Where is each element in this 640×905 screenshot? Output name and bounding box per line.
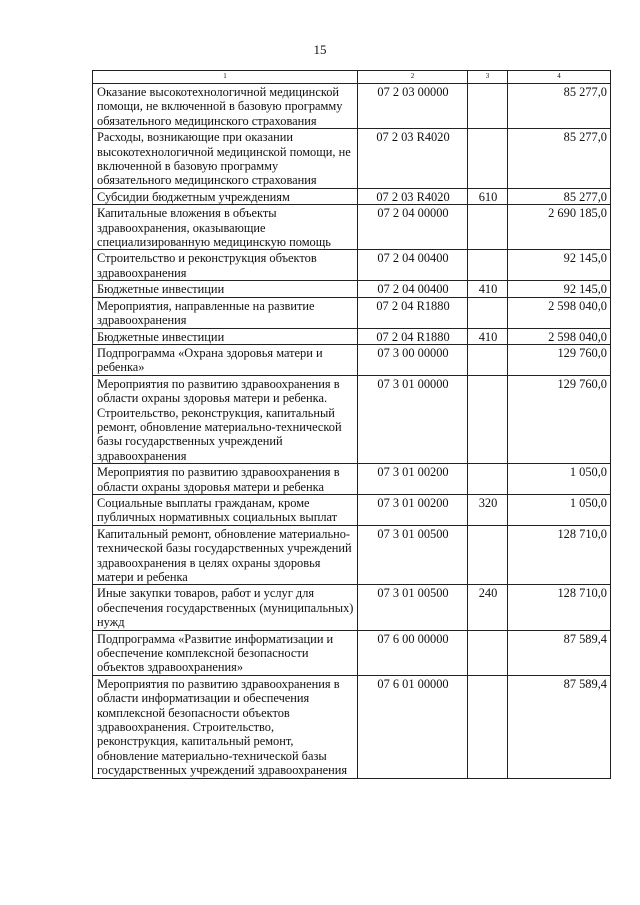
table-row	[93, 585, 611, 630]
row-amount: 2 598 040,0	[508, 297, 611, 328]
row-amount: 85 277,0	[508, 188, 611, 204]
row-name: Подпрограмма «Развитие информатизации и обеспечение комплексной безопасности объектов здравоохранения»	[93, 630, 358, 675]
table-row	[93, 525, 611, 585]
row-amount: 87 589,4	[508, 675, 611, 778]
row-code: 07 2 04 R1880	[358, 297, 468, 328]
row-name: Мероприятия, направленные на развитие здравоохранения	[93, 297, 358, 328]
row-name: Строительство и реконструкция объектов здравоохранения	[93, 250, 358, 281]
row-name: Бюджетные инвестиции	[93, 281, 358, 297]
row-code: 07 3 01 00500	[358, 585, 468, 630]
row-vr	[468, 525, 508, 585]
row-amount: 2 598 040,0	[508, 328, 611, 344]
row-amount: 1 050,0	[508, 464, 611, 495]
row-code: 07 3 01 00200	[358, 464, 468, 495]
row-name: Капитальный ремонт, обновление материально-технической базы государственных учреждений здравоохранения в целях охраны здоровья матери и ребенка	[93, 525, 358, 585]
table-row	[93, 344, 611, 375]
row-name: Иные закупки товаров, работ и услуг для обеспечения государственных (муниципальных) нужд	[93, 585, 358, 630]
table-row	[93, 129, 611, 189]
row-vr: 240	[468, 585, 508, 630]
row-vr	[468, 84, 508, 129]
row-vr	[468, 205, 508, 250]
row-vr	[468, 297, 508, 328]
row-code: 07 2 04 R1880	[358, 328, 468, 344]
row-vr: 320	[468, 494, 508, 525]
row-name: Бюджетные инвестиции	[93, 328, 358, 344]
row-vr: 410	[468, 328, 508, 344]
row-vr	[468, 630, 508, 675]
row-code: 07 2 03 R4020	[358, 188, 468, 204]
row-vr	[468, 375, 508, 463]
table-row	[93, 205, 611, 250]
row-name: Капитальные вложения в объекты здравоохранения, оказывающие специализированную медицинскую помощь	[93, 205, 358, 250]
row-code: 07 3 01 00500	[358, 525, 468, 585]
row-code: 07 3 01 00000	[358, 375, 468, 463]
row-vr	[468, 675, 508, 778]
row-name: Мероприятия по развитию здравоохранения в области охраны здоровья матери и ребенка. Строительство, реконструкция, капитальный ремонт, обновление материально-технической базы государственных учреждений здравоохранения	[93, 375, 358, 463]
header-col-4: 4	[508, 71, 611, 84]
table-row	[93, 675, 611, 778]
header-col-3: 3	[468, 71, 508, 84]
row-name: Оказание высокотехнологичной медицинской помощи, не включенной в базовую программу обязательного медицинского страхования	[93, 84, 358, 129]
table-row	[93, 188, 611, 204]
row-name: Расходы, возникающие при оказании высокотехнологичной медицинской помощи, не включенной в базовую программу обязательного медицинского страхования	[93, 129, 358, 189]
budget-table	[92, 70, 611, 779]
row-amount: 129 760,0	[508, 344, 611, 375]
table-row	[93, 630, 611, 675]
row-code: 07 2 03 00000	[358, 84, 468, 129]
row-code: 07 3 00 00000	[358, 344, 468, 375]
table-row	[93, 250, 611, 281]
table-row	[93, 281, 611, 297]
table-row	[93, 375, 611, 463]
row-code: 07 6 01 00000	[358, 675, 468, 778]
row-name: Субсидии бюджетным учреждениям	[93, 188, 358, 204]
row-name: Мероприятия по развитию здравоохранения в области информатизации и обеспечения комплексной безопасности объектов здравоохранения. Строительство, реконструкция, капитальный ремонт, обновление материально-технической базы государственных учреждений здравоохранения	[93, 675, 358, 778]
row-amount: 2 690 185,0	[508, 205, 611, 250]
header-col-2: 2	[358, 71, 468, 84]
row-amount: 128 710,0	[508, 525, 611, 585]
row-vr	[468, 344, 508, 375]
row-name: Мероприятия по развитию здравоохранения в области охраны здоровья матери и ребенка	[93, 464, 358, 495]
table-row	[93, 328, 611, 344]
table-row	[93, 464, 611, 495]
table-row	[93, 297, 611, 328]
row-amount: 128 710,0	[508, 585, 611, 630]
table-row	[93, 84, 611, 129]
row-code: 07 2 04 00400	[358, 250, 468, 281]
row-code: 07 3 01 00200	[358, 494, 468, 525]
row-code: 07 2 03 R4020	[358, 129, 468, 189]
row-amount: 92 145,0	[508, 281, 611, 297]
table-header-row	[93, 71, 611, 84]
row-vr	[468, 129, 508, 189]
row-vr: 410	[468, 281, 508, 297]
table-row	[93, 494, 611, 525]
row-vr	[468, 250, 508, 281]
row-vr: 610	[468, 188, 508, 204]
row-name: Социальные выплаты гражданам, кроме публичных нормативных социальных выплат	[93, 494, 358, 525]
row-amount: 1 050,0	[508, 494, 611, 525]
row-vr	[468, 464, 508, 495]
row-code: 07 2 04 00400	[358, 281, 468, 297]
row-amount: 85 277,0	[508, 84, 611, 129]
row-name: Подпрограмма «Охрана здоровья матери и ребенка»	[93, 344, 358, 375]
row-amount: 85 277,0	[508, 129, 611, 189]
row-amount: 87 589,4	[508, 630, 611, 675]
row-code: 07 6 00 00000	[358, 630, 468, 675]
page-number: 15	[313, 42, 327, 57]
row-code: 07 2 04 00000	[358, 205, 468, 250]
header-col-1: 1	[93, 71, 358, 84]
row-amount: 92 145,0	[508, 250, 611, 281]
row-amount: 129 760,0	[508, 375, 611, 463]
